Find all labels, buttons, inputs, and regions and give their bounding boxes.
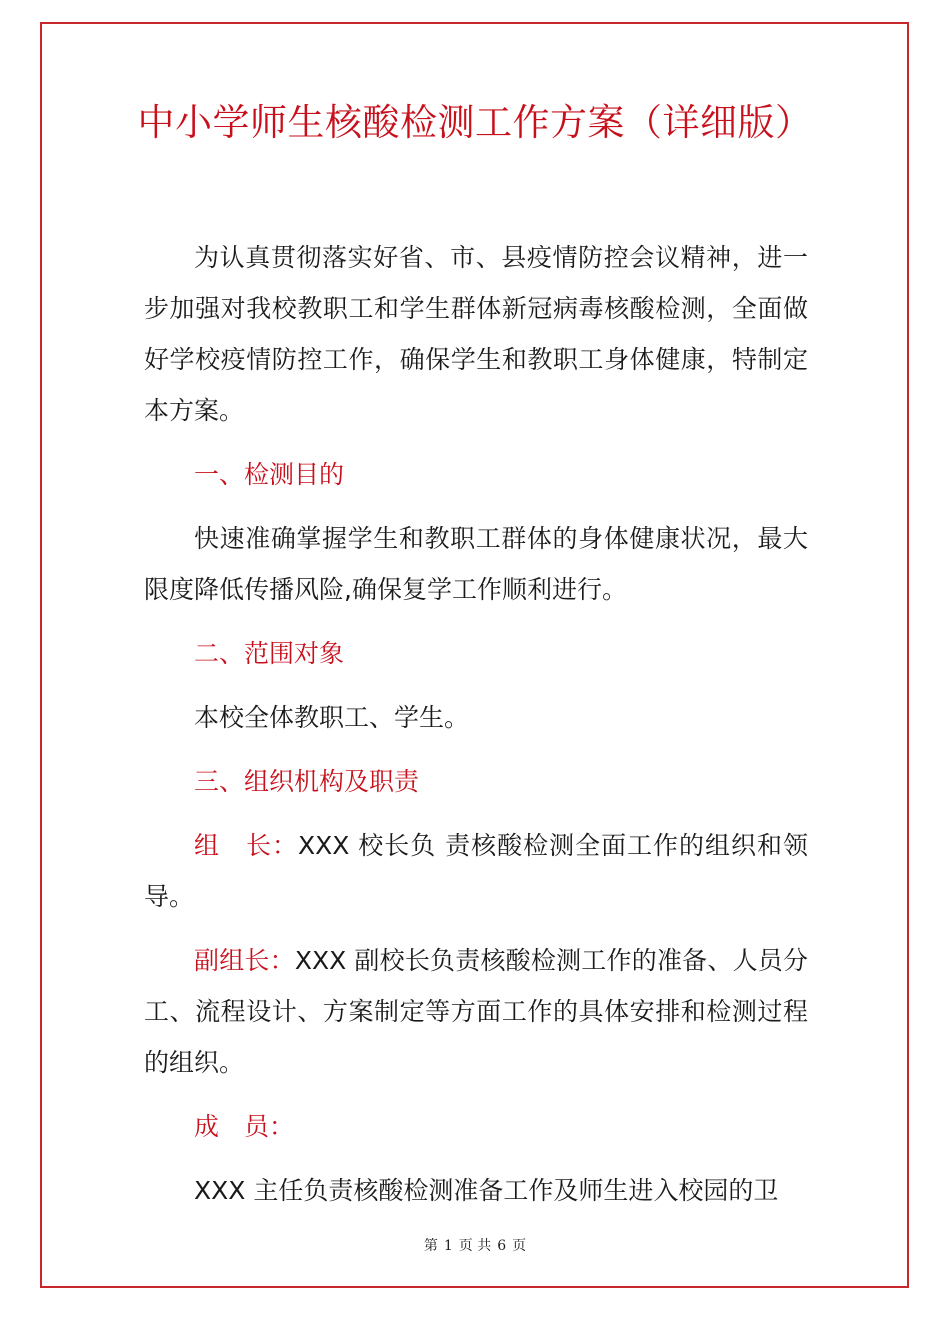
section-heading-scope: 二、范围对象 [194,639,345,668]
document-body [144,232,808,1229]
members-paragraph [144,1101,808,1152]
footer-prefix: 第 [423,1238,438,1254]
purpose-paragraph: 快速准确掌握学生和教职工群体的身体健康状况，最大限度降低传播风险,确保复学工作顺利进行。 [144,524,808,604]
document-title: 中小学师生核酸检测工作方案（详细版） [137,101,813,144]
page-footer [0,1235,950,1255]
leader-paragraph [144,820,808,922]
members-label: 成 员： [194,1112,295,1141]
footer-total-pages: 6 [497,1238,507,1254]
deputy-label: 副组长： [194,946,295,975]
leader-text: XXX 校长负 责核酸检测全面工作的组织和领导。 [144,831,808,911]
scope-paragraph: 本校全体教职工、学生。 [194,703,470,732]
footer-middle: 页 共 [458,1238,492,1254]
member-1-paragraph: XXX 主任负责核酸检测准备工作及师生进入校园的卫 [194,1176,779,1205]
footer-page-number: 1 [443,1238,453,1254]
intro-paragraph: 为认真贯彻落实好省、市、县疫情防控会议精神，进一步加强对我校教职工和学生群体新冠病毒核酸检测，全面做好学校疫情防控工作，确保学生和教职工身体健康，特制定本方案。 [144,243,808,425]
footer-suffix: 页 [512,1238,527,1254]
leader-label: 组 长： [194,831,298,860]
deputy-text: XXX 副校长负责核酸检测工作的准备、人员分工、流程设计、方案制定等方面工作的具体安排和检测过程的组织。 [144,946,808,1077]
section-heading-purpose: 一、检测目的 [194,460,345,489]
section-heading-organization: 三、组织机构及职责 [194,767,420,796]
deputy-paragraph [144,935,808,1088]
